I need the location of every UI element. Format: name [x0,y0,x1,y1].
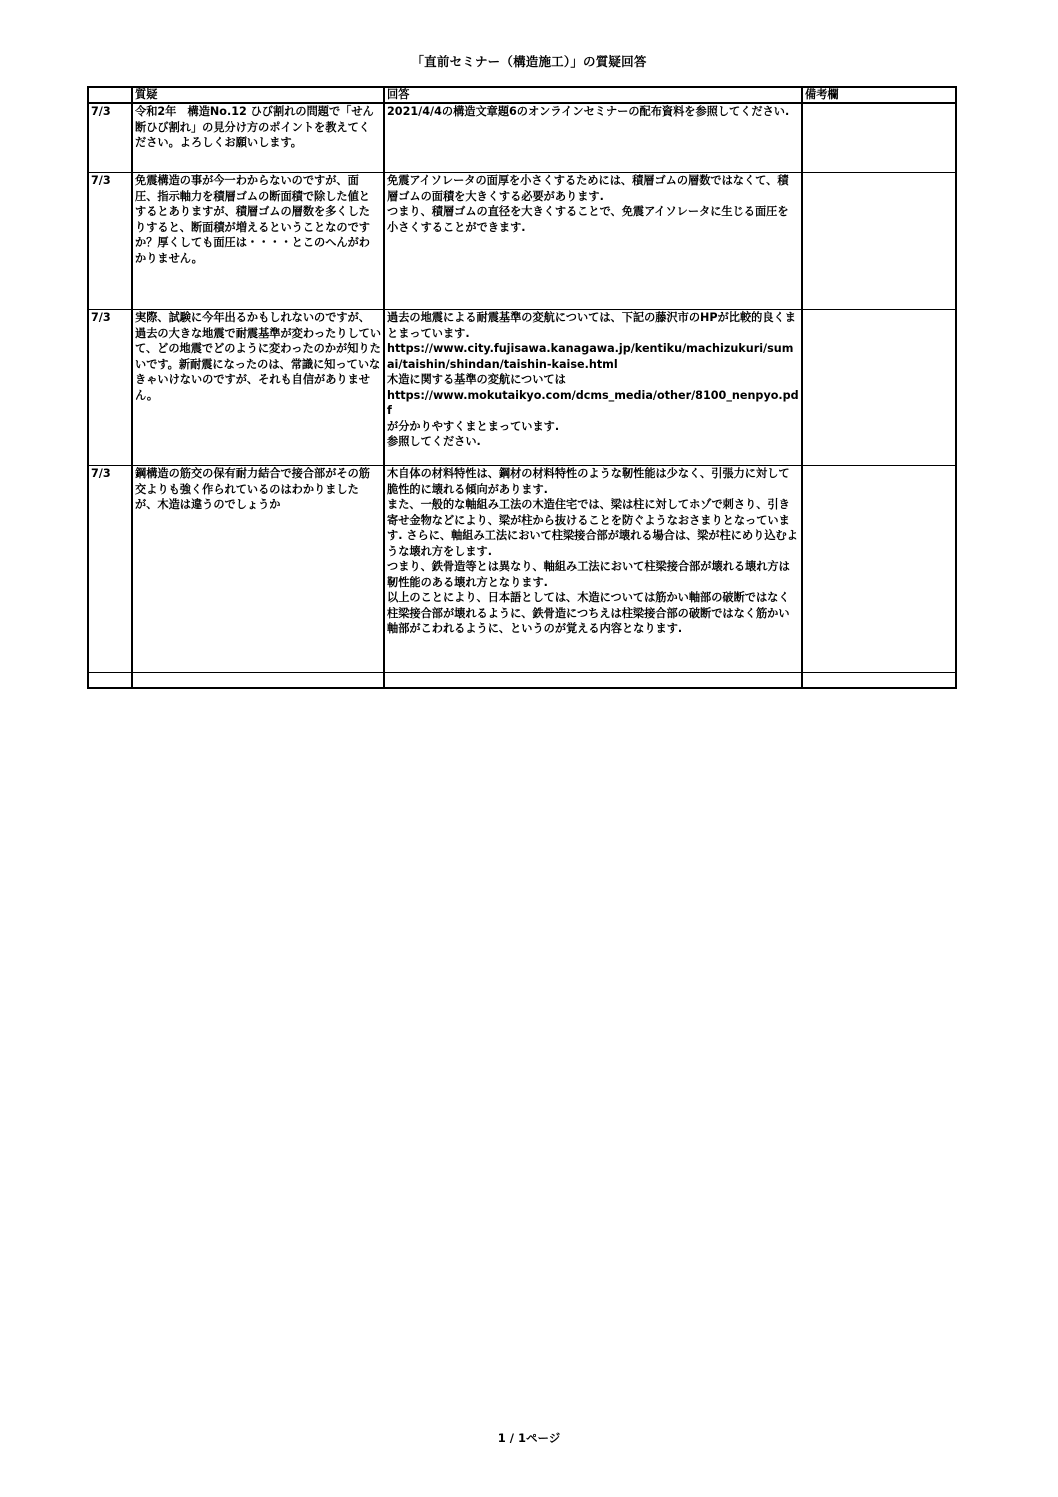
header-question: 質疑 [132,87,384,103]
cell-answer [384,310,802,466]
cell-remarks [802,673,956,689]
cell-date: 7/3 [88,103,132,173]
cell-remarks [802,310,956,466]
table-row [88,310,956,466]
cell-question: 実際、試験に今年出るかもしれないのですが、過去の大きな地震で耐震基準が変わったりしていて、どの地震でどのように変わったのかが知りたいです。新耐震になったのは、常識に知っていなきゃいけないのですが、それも自信がありません。 [132,310,384,466]
answer-text: 免震アイソレータの面厚を小さくするためには、積層ゴムの層数ではなくて、積層ゴムの面積を大きくする必要があります. つまり、積層ゴムの直径を大きくすることで、免震アイソレータに生じる面圧を小さくすることができます. [387,174,789,234]
cell-question: 鋼構造の筋交の保有耐力結合で接合部がその筋交よりも強く作られているのはわかりましたが、木造は違うのでしょうか [132,466,384,673]
cell-answer [384,103,802,173]
cell-answer [384,173,802,310]
answer-text: 過去の地震による耐震基準の変航については、下記の藤沢市のHPが比較的良くまとまっています. https://www.city.fujisawa.kanagawa.jp/kentiku/machizukuri/sumai/taishin/shindan/taishin-kaise.html 木造に関する基準の変航については https://www.mokutaikyo.com/dcms_media/other/8100_nenpyo.pdf が分かりやすくまとまっています. 参照してください. [387,311,799,448]
page-title: 「直前セミナー（構造施工）」の質疑回答 [411,54,647,69]
cell-date [88,673,132,689]
header-row [88,87,956,103]
qa-table [87,86,957,689]
cell-date: 7/3 [88,466,132,673]
cell-remarks [802,103,956,173]
answer-text: 木自体の材料特性は、鋼材の材料特性のような靭性能は少なく、引張力に対して脆性的に壊れる傾向があります. また、一般的な軸組み工法の木造住宅では、梁は柱に対してホゾで刺さり、引き寄せ金物などにより、梁が柱から抜けることを防ぐようなおさまりとなっています. さらに、軸組み工法において柱梁接合部が壊れる場合は、梁が柱にめり込むような壊れ方をします. つまり、鉄骨造等とは異なり、軸組み工法において柱梁接合部が壊れる壊れ方は靭性能のある壊れ方となります. 以上のことにより、日本語としては、木造については筋かい軸部の破断ではなく柱梁接合部が壊れるように、鉄骨造につちえは柱梁接合部の破断ではなく筋かい軸部がこわれるように、というのが覚える内容となります. [387,467,798,635]
cell-date: 7/3 [88,310,132,466]
table-row [88,673,956,689]
cell-answer [384,673,802,689]
cell-answer [384,466,802,673]
cell-question: 免震構造の事が今一わからないのですが、面圧、指示軸力を積層ゴムの断面積で除した値とするとありますが、積層ゴムの層数を多くしたりすると、断面積が増えるということなのですか？厚くしても面圧は・・・・とこのへんがわかりません。 [132,173,384,310]
cell-remarks [802,173,956,310]
table-row [88,103,956,173]
header-date [88,87,132,103]
table-row [88,173,956,310]
answer-text: 2021/4/4の構造文章題6のオンラインセミナーの配布資料を参照してください. [387,105,790,118]
cell-question: 令和2年 構造No.12 ひび割れの問題で「せん断ひび割れ」の見分け方のポイントを教えてください。よろしくお願いします。 [132,103,384,173]
cell-question [132,673,384,689]
page-number: 1 / 1ページ [497,1431,561,1445]
cell-remarks [802,466,956,673]
header-remarks: 備考欄 [802,87,956,103]
table-row [88,466,956,673]
header-answer: 回答 [384,87,802,103]
cell-date: 7/3 [88,173,132,310]
